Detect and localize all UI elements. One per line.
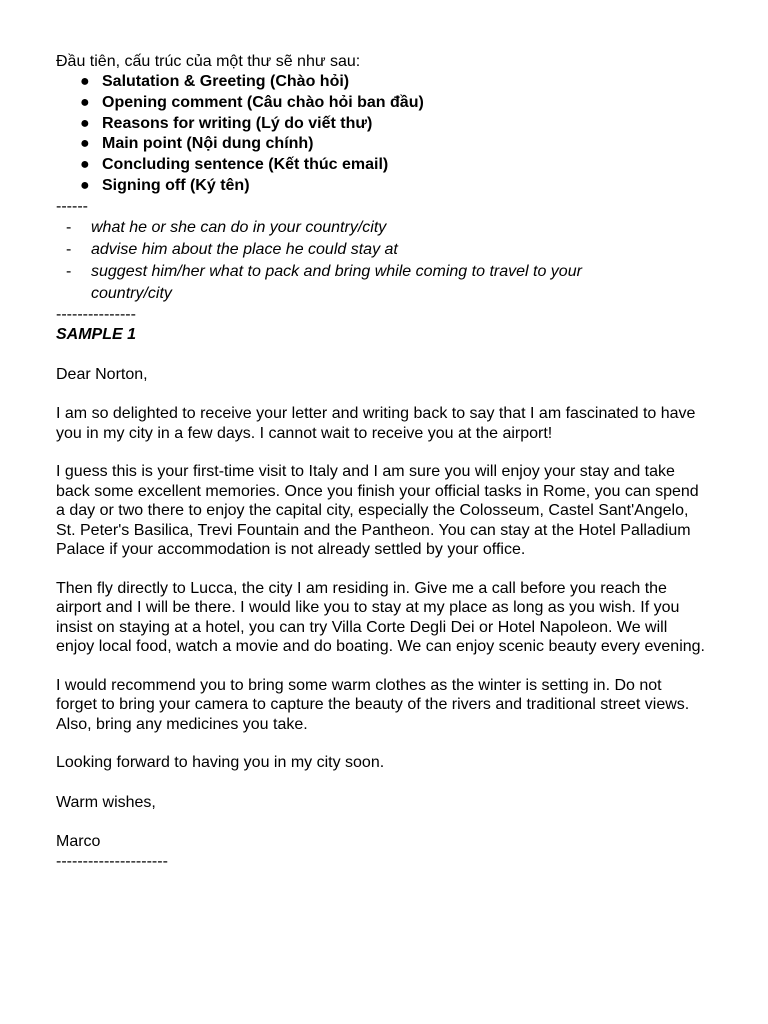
letter-paragraph: I would recommend you to bring some warm clothes as the winter is setting in. Do not forget to bring your camera to capture the beauty of the rivers and traditional street views. Also, bring any medicines you take. [56,676,690,733]
list-item: ● Reasons for writing (Lý do viết thư) [80,114,706,135]
intro-text: Đầu tiên, cấu trúc của một thư sẽ như sau: [56,53,361,70]
sample-title: SAMPLE 1 [56,325,137,343]
bullet-icon: ● [80,176,90,194]
list-item: ● Concluding sentence (Kết thúc email) [80,155,706,176]
dash-icon: - [66,262,72,280]
separator-line: --------------------- [56,852,168,870]
dash-icon: - [66,218,72,236]
list-item: ● Signing off (Ký tên) [80,176,706,197]
letter-salutation: Dear Norton, [56,365,148,383]
separator-line: ------ [56,197,88,215]
task-list [56,217,706,305]
bullet-icon: ● [80,73,90,90]
list-item: - advise him about the place he could stay at [66,239,706,261]
letter-closing-line: Looking forward to having you in my city soon. [56,754,385,772]
letter-signature: Marco [56,833,101,851]
letter-signoff: Warm wishes, [56,793,156,811]
list-item: ● Main point (Nội dung chính) [80,134,706,155]
bullet-icon: ● [80,114,90,132]
letter-structure-list [56,72,706,197]
list-item: - what he or she can do in your country/city [66,217,706,239]
document-page [56,52,706,872]
bullet-icon: ● [80,156,90,174]
list-item: - suggest him/her what to pack and bring while coming to travel to your country/city [66,262,582,302]
bullet-icon: ● [80,135,90,153]
letter-paragraph: I guess this is your first-time visit to Italy and I am sure you will enjoy your stay and take back some excellent memories. Once you finish your official tasks in Rome, you can spend a day or two there to enjoy the capital city, especially the Colosseum, Castel Sant'Angelo, St. Peter's Basilica, Trevi Fountain and the Pantheon. You can stay at the Hotel Palladium Palace if your accommodation is not already settled by your office. [56,463,699,559]
letter-paragraph: Then fly directly to Lucca, the city I am residing in. Give me a call before you reach the airport and I will be there. I would like you to stay at my place as long as you wish. If you insist on staying at a hotel, you can try Villa Corte Degli Dei or Hotel Napoleon. We will enjoy local food, watch a movie and do boating. We can enjoy scenic beauty every evening. [56,579,705,656]
list-item: ● Salutation & Greeting (Chào hỏi) [80,72,706,93]
list-item: ● Opening comment (Câu chào hỏi ban đầu) [80,93,706,114]
separator-line: --------------- [56,305,136,323]
dash-icon: - [66,240,72,258]
bullet-icon: ● [80,93,90,111]
letter-paragraph: I am so delighted to receive your letter and writing back to say that I am fascinated to have you in my city in a few days. I cannot wait to receive you at the airport! [56,405,696,442]
